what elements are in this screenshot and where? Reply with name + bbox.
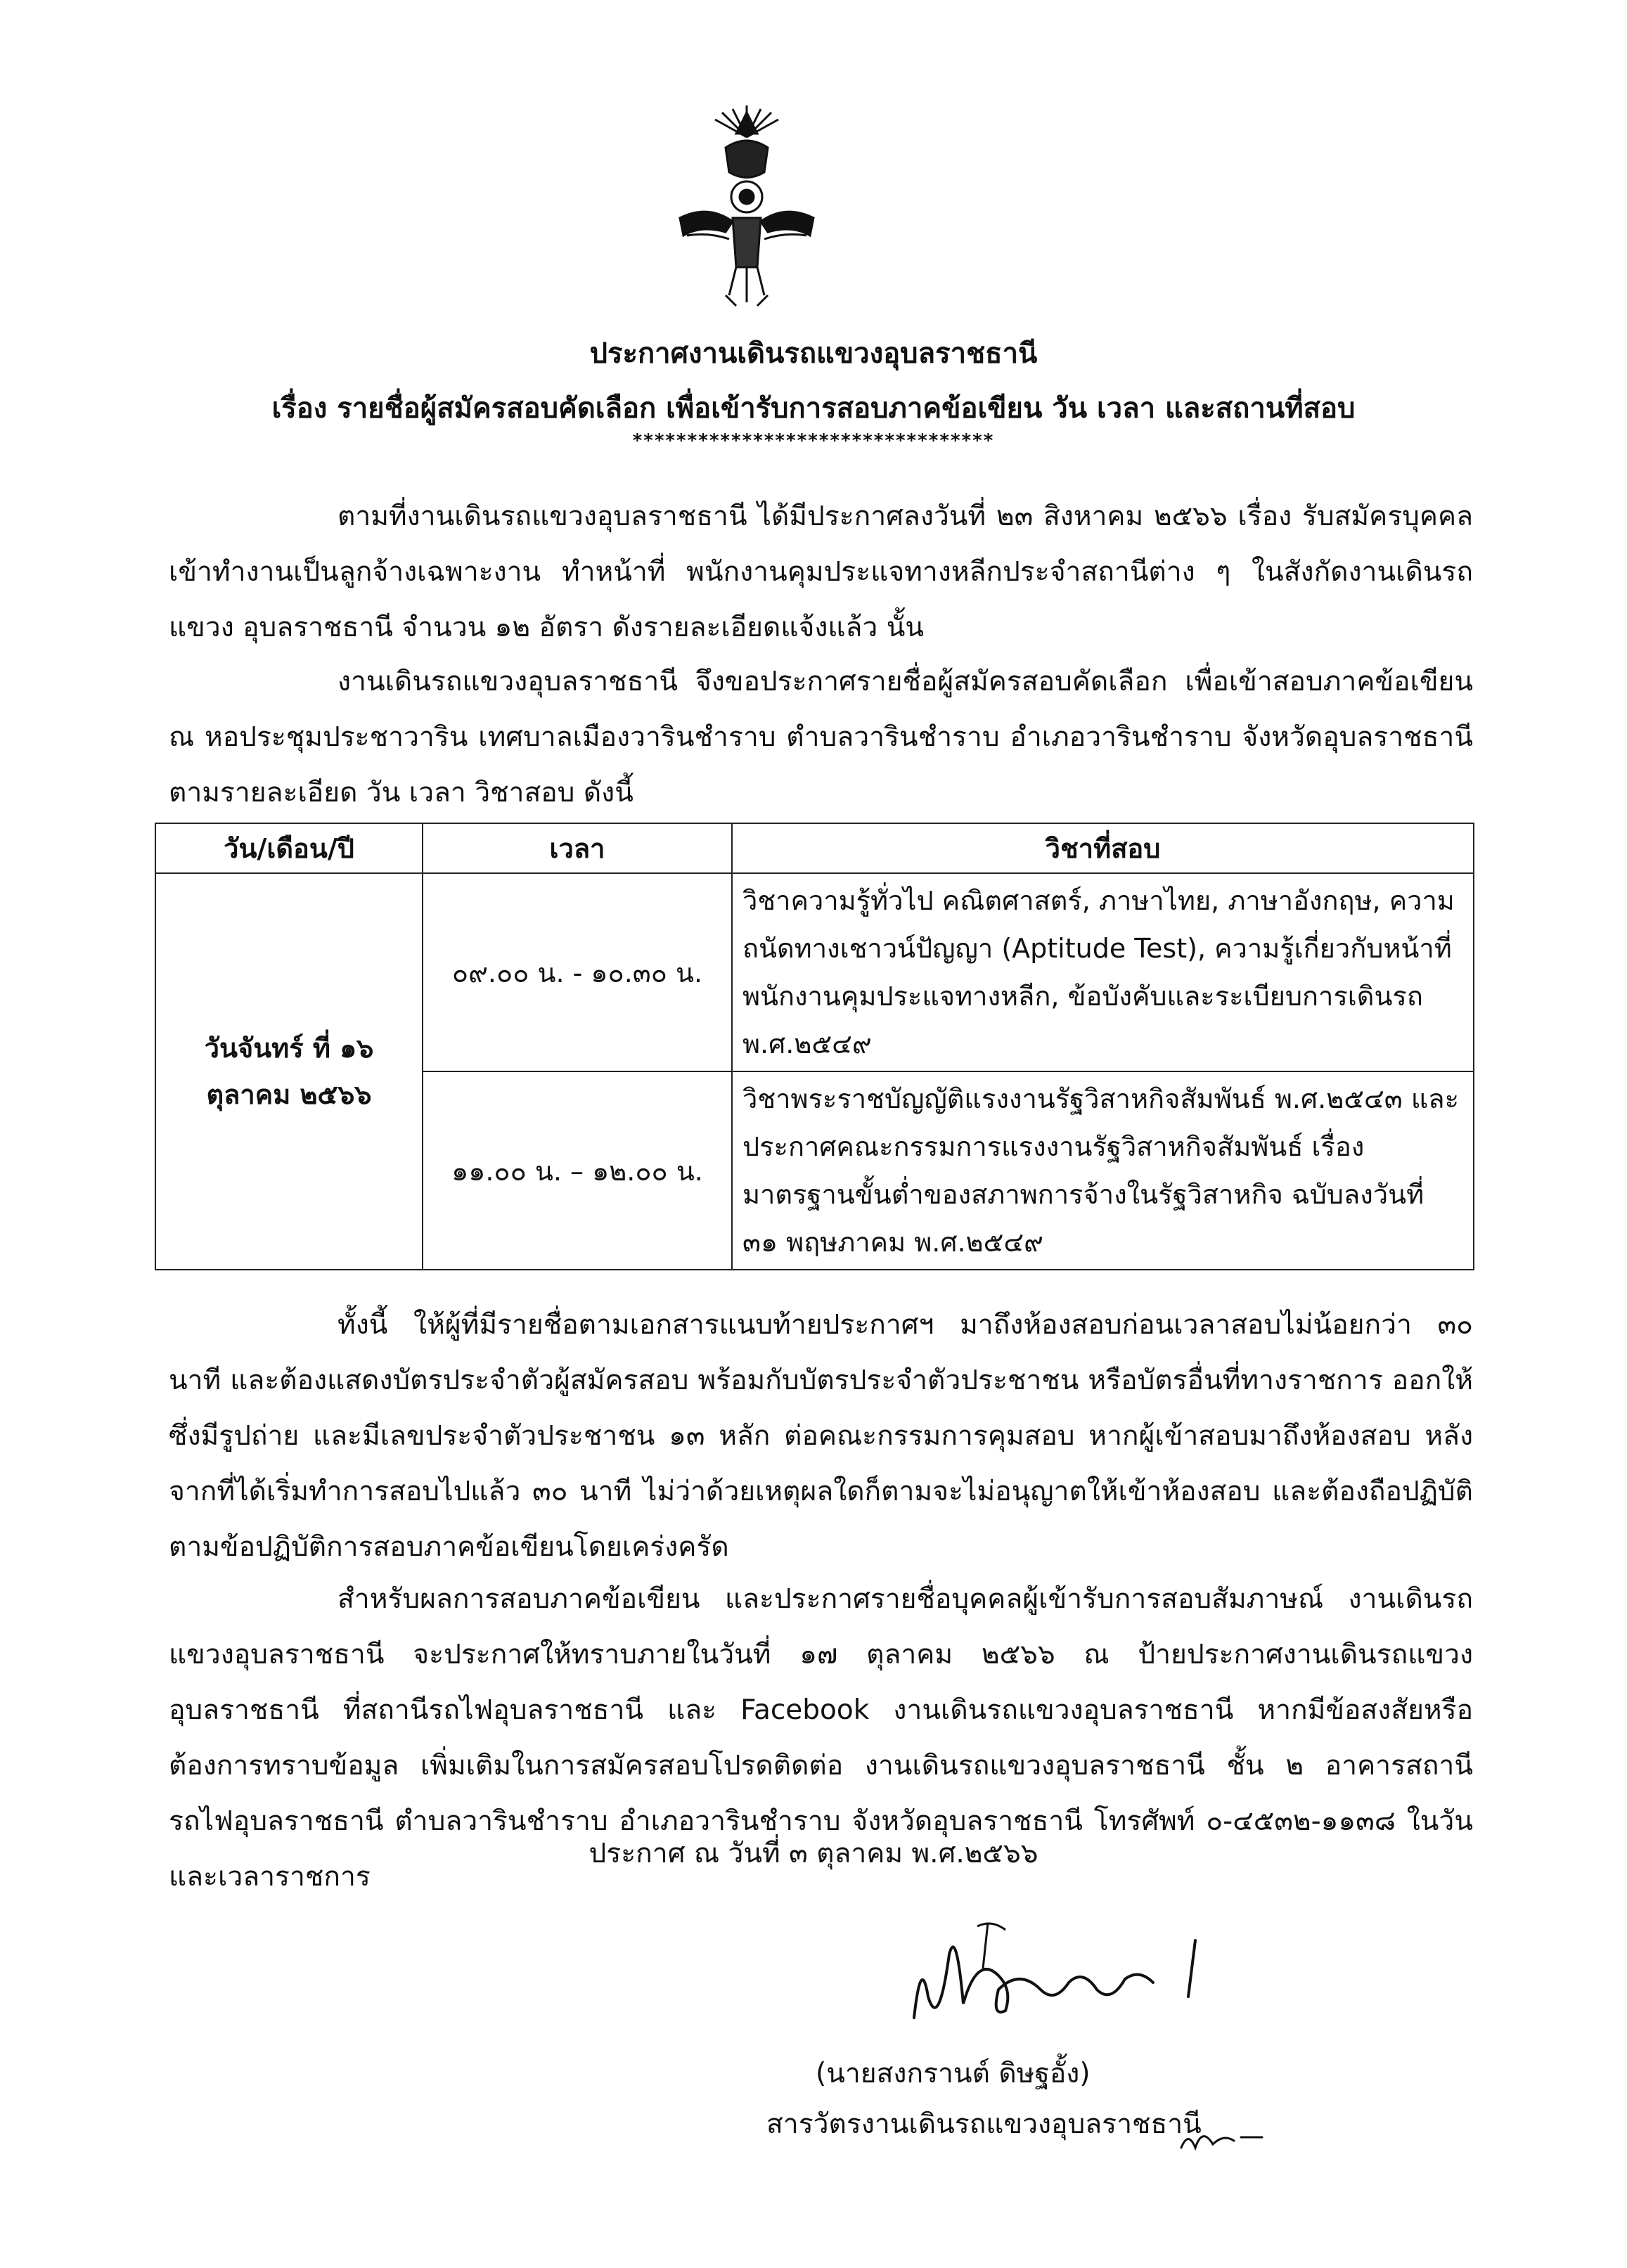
signatory-position: สารวัตรงานเดินรถแขวงอุบลราชธานี: [766, 2108, 1202, 2140]
handwritten-signature: [900, 1912, 1266, 2032]
document-subject: เรื่อง รายชื่อผู้สมัครสอบคัดเลือก เพื่อเข้ารับการสอบภาคข้อเขียน วัน เวลา และสถานที่สอบ: [271, 392, 1356, 425]
state-railway-garuda-emblem-icon: [666, 105, 828, 316]
paragraph-3-text: ทั้งนี้ ให้ผู้ที่มีรายชื่อตามเอกสารแนบท้ายประกาศฯ มาถึงห้องสอบก่อนเวลาสอบไม่น้อยกว่า ๓๐ นาที และต้องแสดงบัตรประจำตัวผู้สมัครสอบ พร้อมกับบัตรประจำตัวประชาชน หรือบัตรอื่นที่ทางราชการ ออกให้ซึ่งมีรูปถ่าย และมีเลขประจำตัวประชาชน ๑๓ หลัก ต่อคณะกรรมการคุมสอบ หากผู้เข้าสอบมาถึงห้องสอบ หลังจากที่ได้เริ่มทำการสอบไปแล้ว ๓๐ นาที ไม่ว่าด้วยเหตุผลใดก็ตามจะไม่อนุญาตให้เข้าห้องสอบ และต้องถือปฏิบัติ ตามข้อปฏิบัติการสอบภาคข้อเขียนโดยเคร่งครัด: [169, 1309, 1473, 1563]
exam-schedule-table: [155, 823, 1474, 1270]
paragraph-1: [169, 489, 1473, 655]
table-header-row: [155, 823, 1474, 873]
handwritten-initials: [1174, 2116, 1266, 2158]
paragraph-1-text: ตามที่งานเดินรถแขวงอุบลราชธานี ได้มีประกาศลงวันที่ ๒๓ สิงหาคม ๒๕๖๖ เรื่อง รับสมัครบุคคล เข้าทำงานเป็นลูกจ้างเฉพาะงาน ทำหน้าที่ พนักงานคุมประแจทางหลีกประจำสถานีต่าง ๆ ในสังกัดงานเดินรถแขวง อุบลราชธานี จำนวน ๑๒ อัตรา ดังรายละเอียดแจ้งแล้ว นั้น: [169, 501, 1473, 643]
exam-time-cell: ๑๑.๐๐ น. – ๑๒.๐๐ น.: [423, 1071, 732, 1270]
exam-date-cell: [155, 873, 423, 1270]
signatory-name: (นายสงกรานต์ ดิษฐอั้ง): [816, 2058, 1091, 2089]
document-title: ประกาศงานเดินรถแขวงอุบลราชธานี: [589, 337, 1038, 370]
paragraph-3: [169, 1297, 1473, 1575]
paragraph-4-text: สำหรับผลการสอบภาคข้อเขียน และประกาศรายชื่อบุคคลผู้เข้ารับการสอบสัมภาษณ์ งานเดินรถ แขวงอุบลราชธานี จะประกาศให้ทราบภายในวันที่ ๑๗ ตุลาคม ๒๕๖๖ ณ ป้ายประกาศงานเดินรถแขวงอุบลราชธานี ที่สถานีรถไฟอุบลราชธานี และ Facebook งานเดินรถแขวงอุบลราชธานี หากมีข้อสงสัยหรือต้องการทราบข้อมูล เพิ่มเติมในการสมัครสอบโปรดติดต่อ งานเดินรถแขวงอุบลราชธานี ชั้น ๒ อาคารสถานีรถไฟอุบลราชธานี ตำบลวารินชำราบ อำเภอวารินชำราบ จังหวัดอุบลราชธานี โทรศัพท์ ๐-๔๕๓๒-๑๑๓๘ ในวันและเวลาราชการ: [169, 1583, 1473, 1893]
paragraph-2-text: งานเดินรถแขวงอุบลราชธานี จึงขอประกาศรายชื่อผู้สมัครสอบคัดเลือก เพื่อเข้าสอบภาคข้อเขียน ณ หอประชุมประชาวาริน เทศบาลเมืองวารินชำราบ ตำบลวารินชำราบ อำเภอวารินชำราบ จังหวัดอุบลราชธานี ตามรายละเอียด วัน เวลา วิชาสอบ ดังนี้: [169, 666, 1473, 808]
header-date: วัน/เดือน/ปี: [155, 823, 423, 873]
paragraph-2: [169, 654, 1473, 820]
table-row: [155, 873, 1474, 1071]
exam-date-line-1: วันจันทร์ ที่ ๑๖: [204, 1033, 374, 1064]
exam-subject-cell: วิชาพระราชบัญญัติแรงงานรัฐวิสาหกิจสัมพันธ์ พ.ศ.๒๕๔๓ และประกาศคณะกรรมการแรงงานรัฐวิสาหกิจสัมพันธ์ เรื่อง มาตรฐานขั้นต่ำของสภาพการจ้างในรัฐวิสาหกิจ ฉบับลงวันที่ ๓๑ พฤษภาคม พ.ศ.๒๕๔๙: [732, 1071, 1474, 1270]
header-time: เวลา: [423, 823, 732, 873]
exam-time-cell: ๐๙.๐๐ น. - ๑๐.๓๐ น.: [423, 873, 732, 1071]
announcement-date: ประกาศ ณ วันที่ ๓ ตุลาคม พ.ศ.๒๕๖๖: [589, 1838, 1038, 1869]
separator-stars: *********************************: [632, 430, 995, 451]
header-subject: วิชาที่สอบ: [732, 823, 1474, 873]
exam-subject-cell: วิชาความรู้ทั่วไป คณิตศาสตร์, ภาษาไทย, ภาษาอังกฤษ, ความถนัดทางเชาวน์ปัญญา (Aptitude Test), ความรู้เกี่ยวกับหน้าที่พนักงานคุมประแจทางหลีก, ข้อบังคับและระเบียบการเดินรถ พ.ศ.๒๕๔๙: [732, 873, 1474, 1071]
exam-date-line-2: ตุลาคม ๒๕๖๖: [206, 1079, 372, 1110]
